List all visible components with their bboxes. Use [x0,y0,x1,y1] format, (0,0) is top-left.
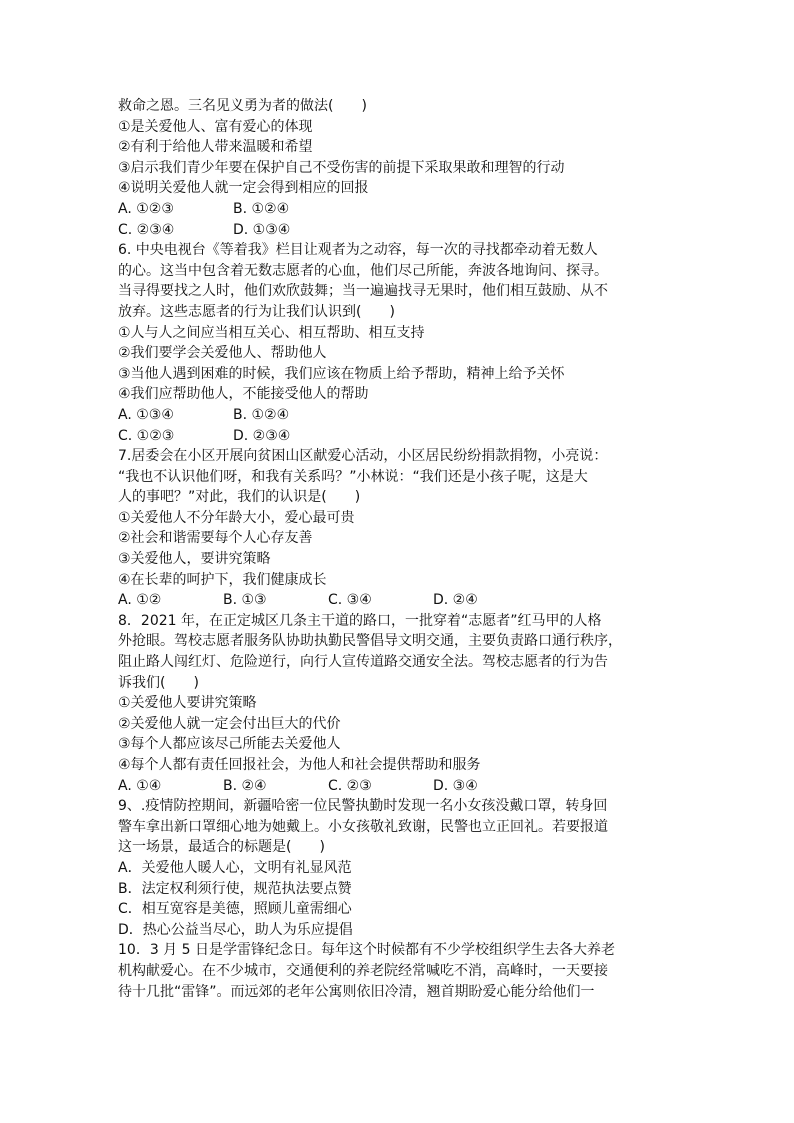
option-row [118,220,690,241]
question-stem-line: 待十几批“雷锋”。而远郊的老年公寓则依旧冷清，翘首期盼爱心能分给他们一 [118,983,595,1000]
option-b: B. ①③ [223,592,267,609]
answer-item: ②社会和谐需要每个人心存友善 [118,530,313,547]
question-stem-line: 这一场景，最适合的标题是( ) [118,839,325,856]
option-c: C. ①②③ [118,427,175,444]
option-a: A. ①③④ [118,406,174,423]
question-stem-line: 7.居委会在小区开展向贫困山区献爱心活动，小区居民纷纷捐款捐物，小亮说： [118,448,608,465]
answer-item: ①关爱他人要讲究策略 [118,695,257,712]
option-row [118,776,690,797]
answer-item: ②我们要学会关爱他人、帮助他人 [118,345,327,362]
answer-option: A．关爱他人暖人心，文明有礼显风范 [118,859,352,876]
question-10 [118,940,690,1002]
option-b: B. ②④ [223,777,267,794]
question-stem-line: 阻止路人闯红灯、危险逆行，向行人宣传道路交通安全法。驾校志愿者的行为告 [118,654,608,671]
answer-item: ④在长辈的呵护下，我们健康成长 [118,571,327,588]
answer-item: ①关爱他人不分年龄大小，爱心最可贵 [118,509,355,526]
option-row [118,426,690,447]
option-row [118,199,690,220]
answer-item: ③关爱他人，要讲究策略 [118,551,271,568]
exam-page [118,96,690,1002]
answer-item: ①是关爱他人、富有爱心的体现 [118,118,313,135]
question-stem-line: 9、.疫情防控期间，新疆哈密一位民警执勤时发现一名小女孩没戴口罩，转身回 [118,798,608,815]
question-stem-line: 10．3 月 5 日是学雷锋纪念日。每年这个时候都有不少学校组织学生去各大养老 [118,942,615,959]
question-stem-line: 放弃。这些志愿者的行为让我们认识到( ) [118,303,395,320]
question-stem-line: 人的事吧？”对此，我们的认识是( ) [118,489,361,506]
answer-item: ④说明关爱他人就一定会得到相应的回报 [118,180,369,197]
option-d: D. ③④ [433,777,478,794]
answer-item: ②有利于给他人带来温暖和希望 [118,139,313,156]
answer-option: D．热心公益当尽心，助人为乐应提倡 [118,921,353,938]
question-stem-line: 救命之恩。三名见义勇为者的做法( ) [118,98,367,114]
answer-option: C．相互宽容是美德，照顾儿童需细心 [118,901,352,918]
option-a: A. ①②③ [118,200,174,217]
question-stem-line: 诉我们( ) [118,674,199,691]
option-c: C. ③④ [328,592,372,609]
option-c: C. ②③④ [118,221,175,238]
option-d: D. ①③④ [233,221,291,238]
answer-item: ④每个人都有责任回报社会，为他人和社会提供帮助和服务 [118,757,481,773]
question-stem-line: 警车拿出新口罩细心地为她戴上。小女孩敬礼致谢，民警也立正回礼。若要报道 [118,818,608,835]
question-stem-line: 机构献爱心。在不少城市，交通便利的养老院经常喊吃不消，高峰时，一天要接 [118,962,608,979]
answer-item: ③当他人遇到困难的时候，我们应该在物质上给予帮助，精神上给予关怀 [118,365,565,382]
option-row [118,405,690,426]
question-9 [118,796,690,940]
option-b: B. ①②④ [233,200,290,217]
question-stem-line: 8．2021 年，在正定城区几条主干道的路口，一批穿着“志愿者”红马甲的人格 [118,612,602,629]
question-5 [118,96,690,240]
option-a: A. ①④ [118,777,162,794]
option-a: A. ①② [118,592,162,609]
answer-item: ④我们应帮助他人，不能接受他人的帮助 [118,386,369,403]
option-row [118,590,690,611]
question-stem-line: 的心。这当中包含着无数志愿者的心血，他们尽己所能，奔波各地询问、探寻。 [118,262,608,279]
question-stem-line: 当寻得要找之人时，他们欢欣鼓舞；当一遍遍找寻无果时，他们相互鼓励、从不 [118,283,608,300]
answer-item: ②关爱他人就一定会付出巨大的代价 [118,715,341,732]
answer-item: ③启示我们青少年要在保护自己不受伤害的前提下采取果敢和理智的行动 [118,159,565,176]
option-d: D. ②④ [433,592,478,609]
option-b: B. ①②④ [233,406,290,423]
question-stem-line: 外抢眼。驾校志愿者服务队协助执勤民警倡导文明交通，主要负责路口通行秩序， [118,633,622,650]
answer-option: B．法定权利须行使，规范执法要点赞 [118,880,352,897]
answer-item: ③每个人都应该尽己所能去关爱他人 [118,736,341,753]
option-d: D. ②③④ [233,427,291,444]
question-stem-line: “我也不认识他们呀，和我有关系吗？”小林说：“我们还是小孩子呢，这是大 [118,468,588,485]
question-7 [118,446,690,611]
answer-item: ①人与人之间应当相互关心、相互帮助、相互支持 [118,324,425,341]
question-8 [118,611,690,796]
question-6 [118,240,690,446]
option-c: C. ②③ [328,777,372,794]
question-stem-line: 6. 中央电视台《等着我》栏目让观者为之动容，每一次的寻找都牵动着无数人 [118,242,598,259]
